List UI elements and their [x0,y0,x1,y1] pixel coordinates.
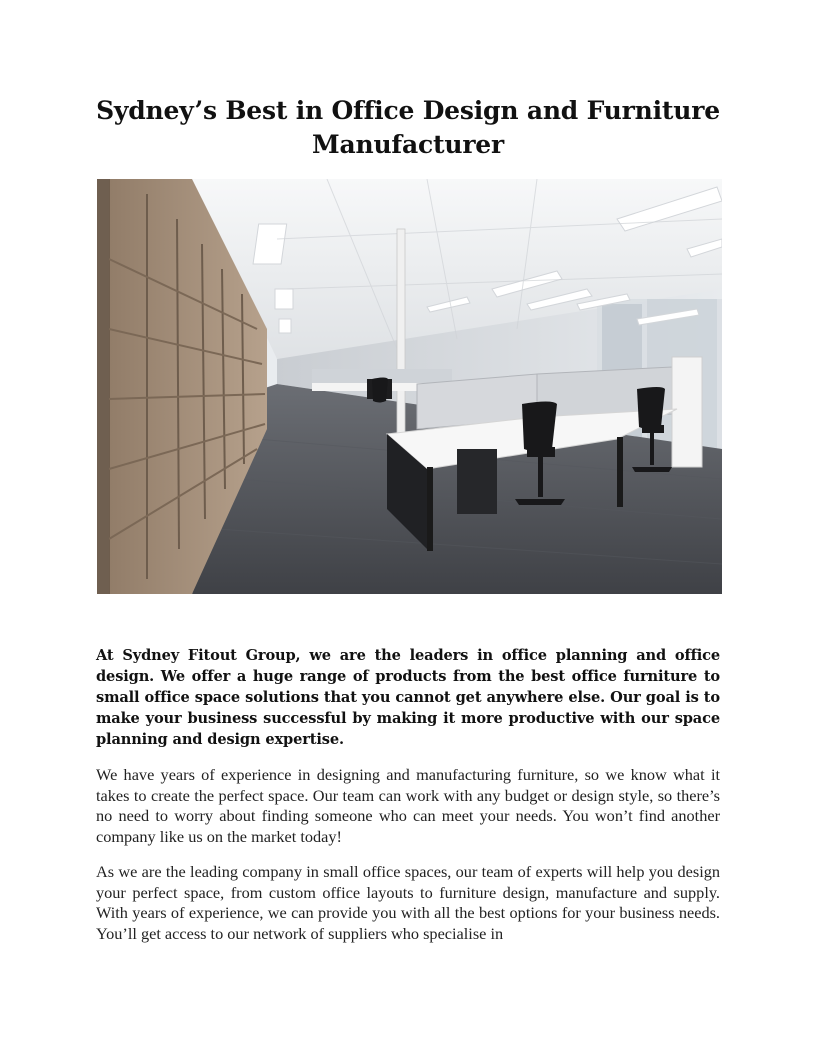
page-title: Sydney’s Best in Office Design and Furniture Manufacturer [96,96,720,159]
body-paragraph-2: As we are the leading company in small office spaces, our team of experts will help you design your perfect space, from custom office layouts to furniture design, manufacture and supply. With years of experience, we can provide you with all the best options for your business needs. You’ll get access to our network of suppliers who specialise in [96,862,720,943]
body-paragraph-1: We have years of experience in designing and manufacturing furniture, so we know what it takes to create the perfect space. Our team can work with any budget or design style, so there’s no need to worry about finding someone who can meet your needs. You won’t find another company like us on the market today! [96,765,720,846]
office-photo [97,179,722,594]
lead-paragraph: At Sydney Fitout Group, we are the leaders in office planning and office design. We offer a huge range of products from the best office furniture to small office space solutions that you cannot get anywhere else. Our goal is to make your business successful by making it more productive with our space planning and design expertise. [96,647,720,748]
